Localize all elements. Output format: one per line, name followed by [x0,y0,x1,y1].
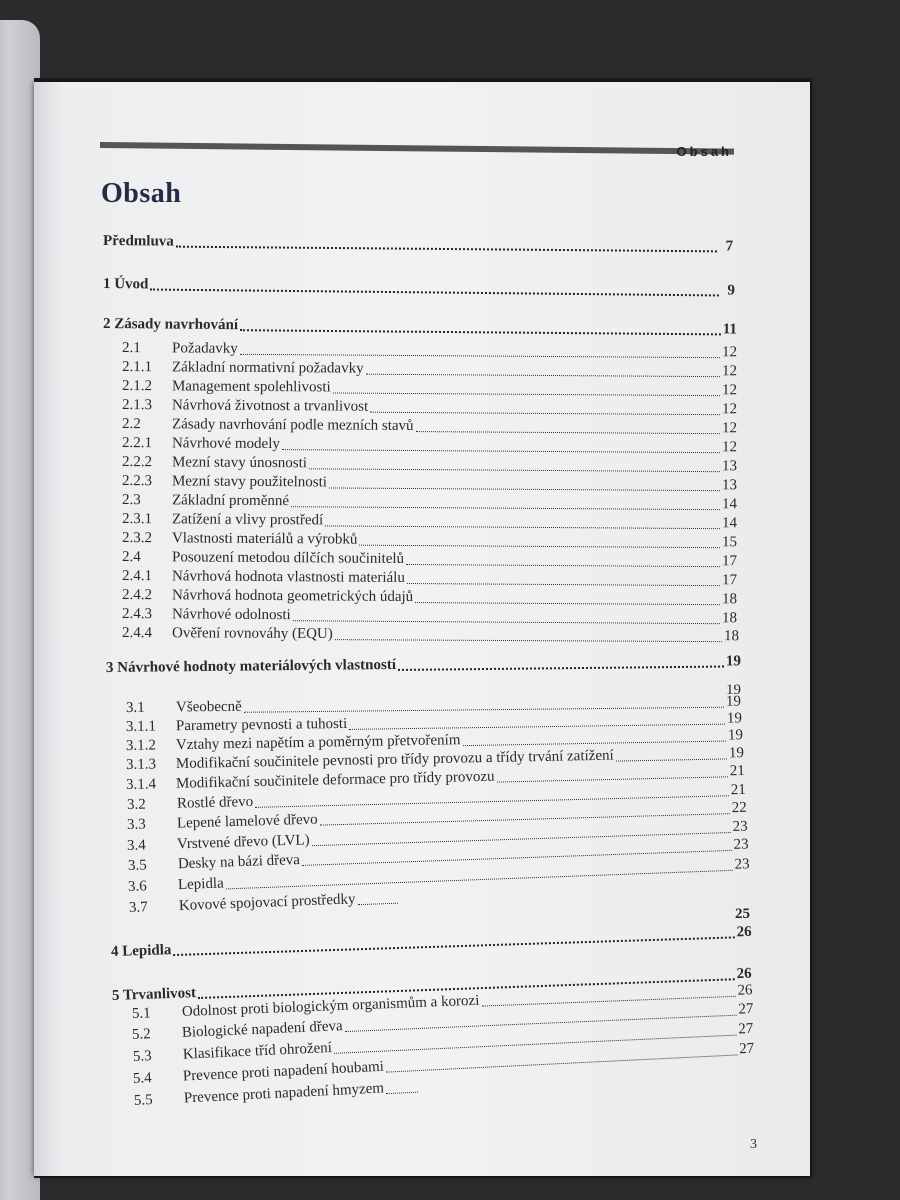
toc-section-number: 2.2.2 [121,454,153,471]
toc-entry-title: Management spolehlivosti [171,378,331,396]
toc-dot-leader [176,246,717,253]
toc-dot-leader [174,936,735,956]
toc-page-number: 18 [721,591,738,608]
toc-entry-row [122,378,737,399]
toc-page-number: 26 [736,965,752,983]
toc-page-number: 17 [721,553,738,570]
toc-page-number: 19 [727,727,744,744]
toc-section-number: 2.3.1 [121,511,153,528]
toc-entry-title: Lepené lamelové dřevo [176,811,318,832]
toc-section-number: 5.3 [132,1048,153,1065]
toc-section-number: 5.1 [131,1005,152,1022]
toc-page-number: 13 [721,458,738,475]
toc-entry-title: Desky na bázi dřeva [177,852,301,873]
toc-dot-leader [358,903,398,906]
toc-page-number: 19 [725,693,742,710]
toc-page-number: 12 [721,363,738,380]
toc-section-number: 3.6 [127,878,148,895]
toc-section-number: 5.2 [131,1026,152,1043]
toc-page-number: 19 [728,745,745,762]
toc-page-number: 21 [730,781,746,799]
toc-entry-row [122,397,737,418]
toc-page-number: 18 [723,628,740,645]
page-title: Obsah [101,178,182,209]
toc-page-number: 18 [721,610,738,627]
toc-section-number: 2.1.2 [121,378,153,395]
toc-page-number: 19 [725,653,742,670]
toc-page-number: 25 [735,906,750,922]
toc-dot-leader [386,1054,737,1072]
toc-section-number: 3.3 [126,816,146,833]
toc-page-number: 23 [733,836,749,853]
toc-section-number: 3.5 [127,857,148,874]
toc-entry-title: Návrhová hodnota vlastnosti materiálu [171,568,405,586]
toc-entry-title: Základní normativní požadavky [171,359,364,377]
toc-dot-leader [416,431,720,434]
toc-entry-title: Základní proměnné [171,492,290,510]
toc-dot-leader [386,1092,418,1095]
toc-entry-title: Vlastnosti materiálů a výrobků [171,530,358,548]
toc-page-number: 15 [721,534,738,551]
toc-page-number: 27 [737,1020,754,1038]
toc-entry-row [122,359,737,380]
toc-section-number: 2.1 [121,340,141,357]
toc-entry-row [122,530,737,551]
toc-page-number: 19 [726,710,743,727]
toc-section-number: 2.1.3 [121,397,153,414]
toc-dot-leader [282,449,720,453]
toc-entry-title: Posouzení metodou dílčích součinitelů [171,549,405,567]
toc-entry-title: Ověření rovnováhy (EQU) [171,625,333,643]
toc-entry-title: Odolnost proti biologickým organismům a korozi [181,992,480,1021]
toc-section-number: 2.4.4 [121,625,153,642]
toc-section-number: 5.4 [132,1070,153,1087]
toc-dot-leader [240,329,721,335]
toc-entry-title: Mezní stavy použitelnosti [171,473,328,491]
toc-entry-row [122,625,739,645]
toc-page-number: 27 [738,1040,755,1058]
toc-dot-leader [359,545,720,549]
toc-entry-title: Biologické napadení dřeva [181,1018,343,1041]
toc-section-number: 2.2 [121,416,141,433]
toc-entry-title: Požadavky [171,340,238,357]
toc-page-number: 21 [729,762,746,780]
toc-entry-title: Parametry pevnosti a tuhosti [175,715,348,735]
toc-entry-title: Prevence proti napadení hmyzem [183,1080,385,1107]
toc-page-number: 19 [726,682,741,698]
toc-entry-title: Návrhové odolnosti [171,606,291,624]
toc-section-number: 2.3.2 [121,530,153,547]
toc-section-number: 3.1.2 [125,737,157,754]
toc-entry-title: Všeobecně [175,698,242,716]
toc-page-number: 22 [731,799,747,817]
toc-page-number: 26 [736,923,752,941]
toc-entry-title: Zásady navrhování podle mezních stavů [171,416,414,435]
toc-page-number: 12 [721,344,738,361]
toc-section-number: 2.4 [121,549,141,566]
toc-entry-title: Kovové spojovací prostředky [178,891,356,915]
toc-entry-row [122,568,737,589]
toc-chapter-row [103,276,735,300]
toc-section-number: 3.1 [125,699,145,716]
toc-entry-title: 3 Návrhové hodnoty materiálových vlastností [105,656,397,676]
toc-entry-row [122,606,737,627]
toc-section-number: 2.4.3 [121,606,153,623]
toc-entry-title: Vrstvené dřevo (LVL) [176,832,310,853]
toc-chapter-row [106,653,741,677]
toc-entry-title: Rostlé dřevo [176,793,254,812]
toc-section-number: 2.3 [121,492,141,509]
toc-entry-title: 4 Lepidla [110,942,172,960]
toc-chapter-row [103,233,733,255]
toc-section-number: 3.4 [126,837,146,854]
toc-page-number: 27 [738,1000,754,1018]
toc-dot-leader [325,525,720,529]
toc-page-number: 7 [725,238,734,255]
toc-entry-row [122,454,737,475]
toc-dot-leader [309,468,720,472]
toc-entry-title: Návrhová životnost a trvanlivost [171,397,369,415]
toc-section-number: 3.7 [128,899,149,916]
toc-dot-leader [240,354,720,358]
toc-dot-leader [406,564,720,567]
toc-dot-leader [226,870,733,890]
toc-entry-title: Modifikační součinitele pevnosti pro třídy provozu a třídy trvání zatížení [175,747,614,773]
toc-page-number: 9 [727,282,736,299]
toc-section-number: 2.2.3 [121,473,153,490]
toc-entry-row [122,511,737,532]
toc-page-number: 12 [721,439,738,456]
toc-entry-title: 1 Úvod [102,276,149,293]
toc-entry-title: 5 Trvanlivost [111,985,197,1004]
toc-section-number: 2.4.2 [121,587,153,604]
toc-page-number: 14 [721,496,738,513]
toc-dot-leader [398,666,724,671]
toc-entry-title: Klasifikace tříd ohrožení [182,1039,333,1063]
toc-page-number: 12 [721,420,738,437]
toc-dot-leader [333,392,720,396]
toc-entry-row [122,340,737,361]
toc-dot-leader [415,602,720,605]
toc-entry-title: Předmluva [102,233,174,250]
toc-section-number: 2.4.1 [121,568,153,585]
toc-entry-title: 2 Zásady navrhování [102,316,239,334]
toc-entry-row [700,906,750,923]
toc-dot-leader [291,506,720,510]
toc-entry-row [122,587,737,608]
toc-entry-title: Vztahy mezi napětím a poměrným přetvořením [175,732,461,754]
toc-page-number: 26 [737,982,753,999]
toc-page-number: 23 [734,856,750,873]
page-number: 3 [750,1137,757,1152]
toc-section-number: 2.1.1 [121,359,153,376]
toc-chapter-row [111,924,752,961]
toc-page-number: 14 [721,515,738,532]
toc-entry-title: Návrhové modely [171,435,280,453]
toc-entry-title: Zatížení a vlivy prostředí [171,511,324,529]
toc-page-number: 12 [721,401,738,418]
toc-dot-leader [616,758,727,761]
toc-page-number: 23 [732,818,748,835]
toc-entry-title: Návrhová hodnota geometrických údajů [171,587,414,606]
running-header: Obsah [676,144,732,159]
toc-chapter-row [103,316,737,339]
toc-entry-row [122,416,737,437]
toc-entry-row [122,473,737,494]
toc-section-number: 3.1.3 [125,756,157,773]
toc-page-number: 12 [721,382,738,399]
toc-entry-title: Mezní stavy únosnosti [171,454,308,472]
toc-section-number: 3.1.1 [125,718,157,735]
toc-entry-row [122,435,737,456]
toc-section-number: 5.5 [133,1092,154,1109]
toc-dot-leader [370,412,720,415]
toc-dot-leader [497,776,728,782]
toc-section-number: 3.2 [126,796,146,813]
toc-entry-title: Lepidla [177,875,225,894]
toc-entry-title: Prevence proti napadení houbami [182,1058,385,1085]
toc-dot-leader [150,288,719,296]
toc-entry-row [122,492,737,513]
toc-dot-leader [407,583,720,586]
toc-page-number: 17 [721,572,738,589]
toc-page-number: 11 [722,321,738,338]
toc-entry-title: Modifikační součinitele deformace pro třídy provozu [175,768,495,792]
toc-entry-row [122,549,737,570]
toc-section-number: 2.2.1 [121,435,153,452]
toc-dot-leader [293,620,720,624]
toc-dot-leader [366,374,720,377]
toc-section-number: 3.1.4 [125,776,157,793]
toc-dot-leader [335,639,722,642]
toc-dot-leader [329,487,720,491]
toc-page-number: 13 [721,477,738,494]
